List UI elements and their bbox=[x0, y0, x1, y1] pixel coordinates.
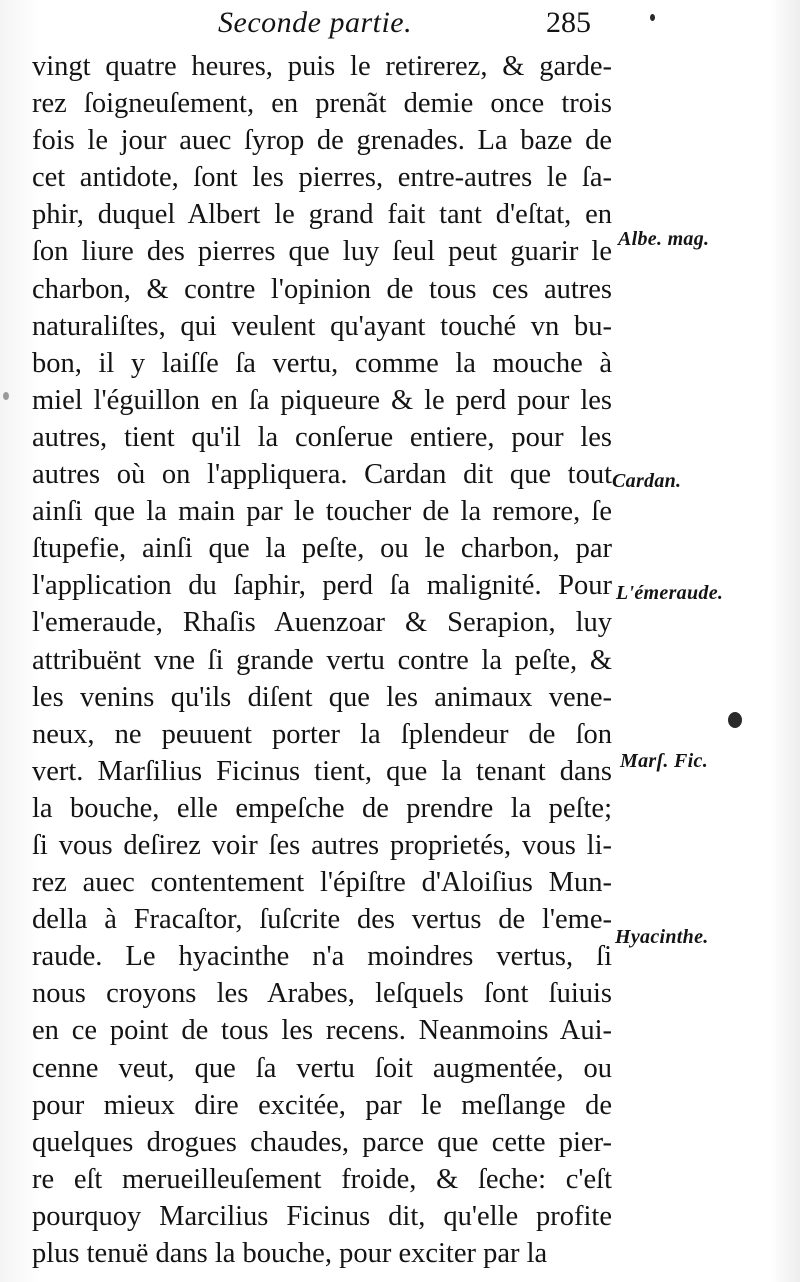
text-line: naturaliſtes, qui veulent qu'ayant touché vn bu- bbox=[32, 310, 612, 342]
text-line: vert. Marſilius Ficinus tient, que la tenant dans bbox=[32, 755, 612, 787]
text-line: cenne veut, que ſa vertu ſoit augmentée, ou bbox=[32, 1052, 612, 1084]
margin-note-marsfic: Marſ. Fic. bbox=[620, 750, 708, 772]
text-line: l'application du ſaphir, perd ſa malignité. Pour bbox=[32, 570, 612, 602]
text-line: re eſt merueilleuſement froide, & ſeche: c'eſt bbox=[32, 1163, 612, 1195]
text-line: nous croyons les Arabes, leſquels ſont ſuiuis bbox=[32, 978, 612, 1010]
text-line: della à Fracaſtor, ſuſcrite des vertus de l'eme- bbox=[32, 904, 612, 936]
margin-note-albe-mag: Albe. mag. bbox=[618, 228, 710, 250]
text-line: charbon, & contre l'opinion de tous ces autres bbox=[32, 273, 612, 305]
text-line: pourquoy Marcilius Ficinus dit, qu'elle profite bbox=[32, 1200, 612, 1232]
text-line: phir, duquel Albert le grand fait tant d'eſtat, en bbox=[32, 199, 612, 231]
text-line: en ce point de tous les recens. Neanmoins Aui- bbox=[32, 1015, 612, 1047]
text-line: ſon liure des pierres que luy ſeul peut guarir le bbox=[32, 236, 612, 268]
text-line: fois le jour auec ſyrop de grenades. La baze de bbox=[32, 125, 612, 157]
text-line: ſi vous deſirez voir ſes autres proprietés, vous li- bbox=[32, 829, 612, 861]
text-line: attribuënt vne ſi grande vertu contre la peſte, & bbox=[32, 644, 612, 676]
text-line: l'emeraude, Rhaſis Auenzoar & Serapion, luy bbox=[32, 607, 612, 639]
margin-note-cardan: Cardan. bbox=[612, 470, 682, 492]
text-line: la bouche, elle empeſche de prendre la peſte; bbox=[32, 792, 612, 824]
text-line: cet antidote, ſont les pierres, entre-autres le ſa- bbox=[32, 162, 612, 194]
ink-speck bbox=[650, 14, 655, 21]
running-head: Seconde partie. bbox=[218, 6, 413, 39]
text-line: rez ſoigneuſement, en prenãt demie once trois bbox=[32, 88, 612, 120]
text-line: les venins qu'ils diſent que les animaux vene- bbox=[32, 681, 612, 713]
text-line: pour mieux dire excitée, par le meſlange de bbox=[32, 1089, 612, 1121]
text-line: neux, ne peuuent porter la ſplendeur de ſon bbox=[32, 718, 612, 750]
text-line: miel l'éguillon en ſa piqueure & le perd pour les bbox=[32, 384, 612, 416]
text-line: autres, tient qu'il la conſerue entiere, pour les bbox=[32, 421, 612, 453]
page-number: 285 bbox=[546, 6, 591, 39]
ink-speck bbox=[3, 392, 9, 400]
text-line: vingt quatre heures, puis le retirerez, & garde- bbox=[32, 51, 612, 82]
text-line: raude. Le hyacinthe n'a moindres vertus, ſi bbox=[32, 941, 612, 973]
text-line: rez auec contentement l'épiſtre d'Aloiſius Mun- bbox=[32, 867, 612, 899]
text-line: autres où on l'appliquera. Cardan dit que tout bbox=[32, 459, 612, 491]
text-line: ainſi que la main par le toucher de la remore, ſe bbox=[32, 496, 612, 528]
page-header bbox=[0, 6, 800, 46]
ink-blot bbox=[728, 712, 742, 728]
body-text bbox=[32, 48, 612, 1272]
text-line: bon, il y laiſſe ſa vertu, comme la mouche à bbox=[32, 347, 612, 379]
margin-note-hyacinthe: Hyacinthe. bbox=[615, 926, 709, 948]
text-line: ſtupefie, ainſi que la peſte, ou le charbon, par bbox=[32, 533, 612, 565]
text-line: plus tenuë dans la bouche, pour exciter par la bbox=[32, 1238, 548, 1269]
margin-note-emeraude: L'émeraude. bbox=[616, 582, 724, 604]
text-line: quelques drogues chaudes, parce que cette pier- bbox=[32, 1126, 612, 1158]
